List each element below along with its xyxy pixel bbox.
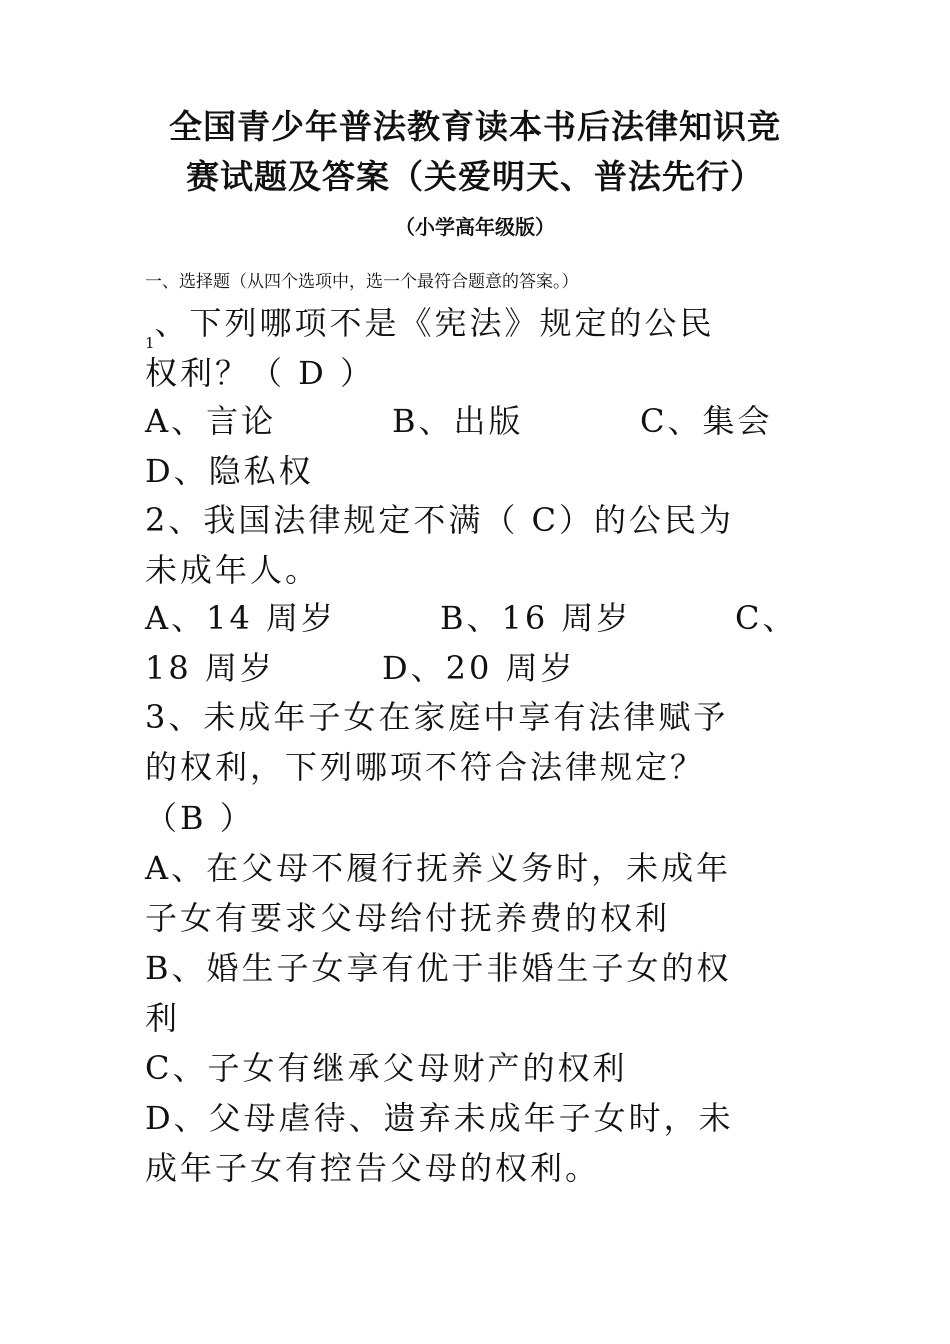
question-1-option-d: D、隐私权 [145,452,314,490]
question-3-option-d-line1: D、父母虐待、遗弃未成年子女时，未 [145,1099,734,1137]
question-3-line2: 的权利，下列哪项不符合法律规定？ [145,748,706,786]
question-1-option-c: C、集会 [640,402,773,440]
question-1-option-b: B、出版 [392,402,524,440]
question-3-option-a-line1: A、在父母不履行抚养义务时，未成年 [145,849,732,887]
question-2-option-c-prefix: C、 [735,599,798,637]
question-2-option-c-value: 18 周岁 [145,649,275,687]
question-2-option-a: A、14 周岁 [145,599,337,637]
question-3-line1: 3、未成年子女在家庭中享有法律赋予 [145,698,729,736]
question-1-option-a: A、言论 [145,402,277,440]
question-3-option-b-line1: B、婚生子女享有优于非婚生子女的权 [145,949,732,987]
question-1-number: 1 [145,334,155,352]
section-instruction: 一、选择题（从四个选项中，选一个最符合题意的答案。） [145,272,579,292]
question-2-option-d: D、20 周岁 [382,649,576,687]
document-title-line1: 全国青少年普法教育读本书后法律知识竞 [169,107,781,146]
question-3-option-b-line2: 利 [145,999,181,1037]
question-2-option-b: B、16 周岁 [440,599,632,637]
question-3-option-a-line2: 子女有要求父母给付抚养费的权利 [145,899,671,937]
question-1-text: 、下列哪项不是《宪法》规定的公民 [154,304,715,342]
question-2-line2: 未成年人。 [145,551,321,589]
question-2-line1: 2、我国法律规定不满（ C）的公民为 [145,501,735,539]
document-subtitle: （小学高年级版） [395,215,555,239]
question-1-line2: 权利？（ D ） [145,354,376,392]
question-3-option-d-line2: 成年子女有控告父母的权利。 [145,1149,601,1187]
question-3-option-c: C、子女有继承父母财产的权利 [145,1049,628,1087]
document-title-line2: 赛试题及答案（关爱明天、普法先行） [186,157,764,196]
question-3-line3: （B ） [145,799,255,837]
